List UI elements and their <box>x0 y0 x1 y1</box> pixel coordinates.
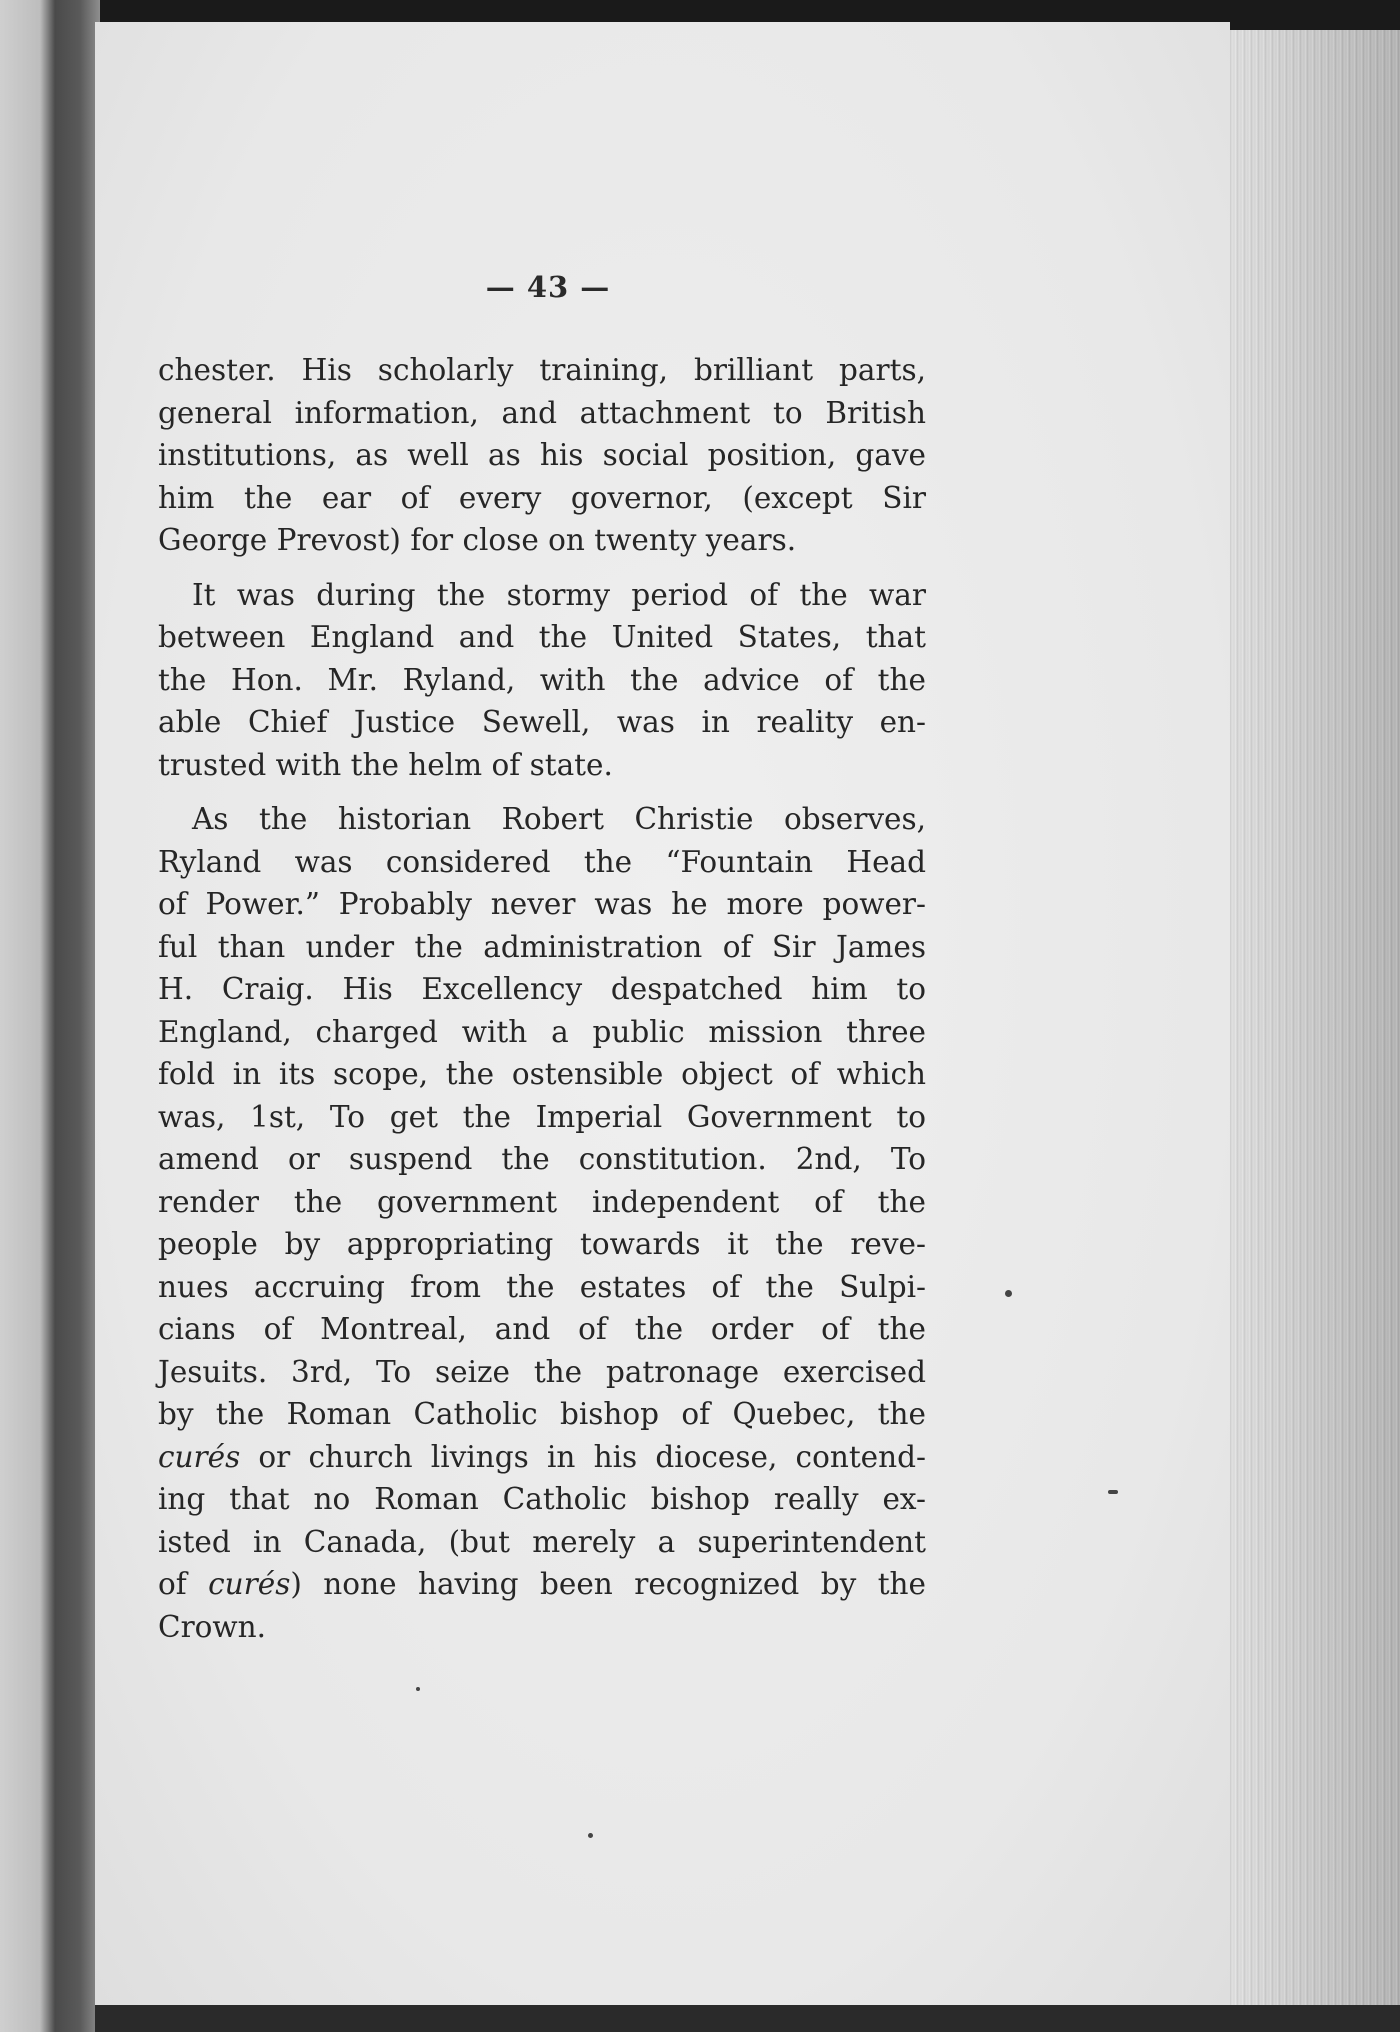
page-number: — 43 — <box>485 270 611 304</box>
dust-speck <box>1005 1290 1012 1297</box>
italic-word: curés <box>208 1567 291 1601</box>
paragraph-2 <box>158 574 926 787</box>
text-line: isted in Canada, (but merely a superintendent <box>158 1524 926 1559</box>
bottom-shadow <box>95 2005 1400 2032</box>
text-fragment: or church livings in his diocese, contend- <box>258 1439 926 1474</box>
text-line: amend or suspend the constitution. 2nd, To <box>158 1142 926 1176</box>
text-line: cians of Montreal, and of the order of the <box>158 1312 926 1346</box>
text-line: As the historian Robert Christie observes, <box>192 802 926 836</box>
text-fragment: of <box>158 1567 209 1601</box>
text-line: between England and the United States, that <box>158 620 926 654</box>
text-line-italic-start <box>158 1436 926 1479</box>
paragraph-3 <box>158 798 926 1648</box>
italic-word: curés <box>158 1439 241 1474</box>
text-line: institutions, as well as his social position, gave <box>158 438 926 472</box>
paragraph-1 <box>158 349 926 562</box>
text-line: the Hon. Mr. Ryland, with the advice of the <box>158 662 926 697</box>
text-line: ing that no Roman Catholic bishop really ex- <box>158 1482 926 1516</box>
text-line: chester. His scholarly training, brilliant parts, <box>158 353 926 387</box>
text-line: able Chief Justice Sewell, was in reality en- <box>158 705 926 739</box>
text-line: H. Craig. His Excellency despatched him to <box>158 972 926 1006</box>
right-page-stack <box>1225 30 1400 2032</box>
text-line: fold in its scope, the ostensible object of which <box>158 1057 926 1091</box>
text-line: Crown. <box>158 1609 267 1644</box>
left-page-edge <box>0 0 100 2032</box>
text-line: It was during the stormy period of the war <box>192 577 926 612</box>
text-line: was, 1st, To get the Imperial Government to <box>158 1099 926 1134</box>
text-fragment: ) none having been recognized by the <box>290 1567 926 1601</box>
text-line: England, charged with a public mission three <box>158 1014 926 1049</box>
text-line: people by appropriating towards it the reve- <box>158 1227 926 1261</box>
text-line: George Prevost) for close on twenty years. <box>158 523 797 557</box>
text-line: general information, and attachment to British <box>158 395 926 430</box>
body-text <box>158 349 926 1648</box>
text-line: Jesuits. 3rd, To seize the patronage exercised <box>158 1354 926 1389</box>
text-line: Ryland was considered the “Fountain Head <box>158 844 926 879</box>
text-line-italic-inner <box>158 1563 926 1606</box>
text-line: by the Roman Catholic bishop of Quebec, the <box>158 1397 926 1431</box>
text-line: trusted with the helm of state. <box>158 747 613 782</box>
dust-speck <box>416 1687 420 1691</box>
text-line: nues accruing from the estates of the Sulpi- <box>158 1269 926 1304</box>
text-line: of Power.” Probably never was he more power- <box>158 887 926 921</box>
text-line: render the government independent of the <box>158 1184 926 1219</box>
dust-speck <box>588 1833 593 1838</box>
text-line: ful than under the administration of Sir James <box>158 929 926 964</box>
text-line: him the ear of every governor, (except Sir <box>158 480 926 515</box>
dust-speck <box>1108 1490 1118 1494</box>
